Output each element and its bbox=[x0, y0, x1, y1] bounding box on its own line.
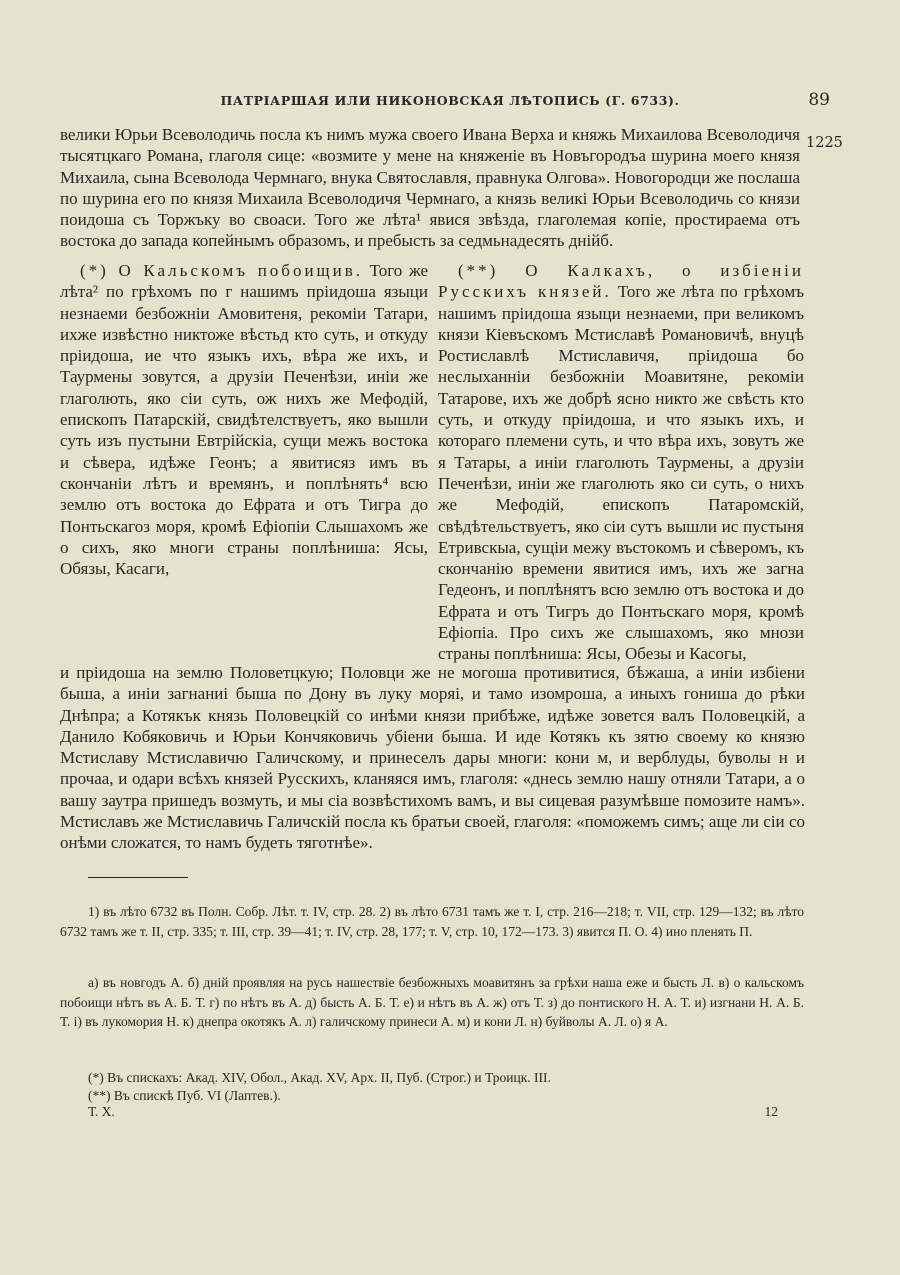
left-column-paragraph bbox=[60, 260, 428, 579]
intro-paragraph bbox=[60, 124, 800, 252]
footnotes-sources bbox=[60, 1068, 804, 1104]
right-column bbox=[438, 260, 804, 665]
left-column-text: Того же лѣта² по грѣхомъ по г нашимъ пріидоша языци незнаеми безбожніи Амовитеня, рекоміи Татари, ихже извѣстно никтоже вѣстьд кто суть, и откуду пріидоша, ие что языкъ ихъ, вѣра же ихъ, и Таурмены зовутся, а друзіи Печенѣзи, иніи же глаголють, яко сіи суть, ож нихъ же Мефодій, епископъ Патарскій, свидѣтелствуетъ, яко вышли суть изъ пустыни Евтрійскіа, сущи межъ востока и сѣвера, идѣже Геонъ; а явитисяз имъ въ скончаніи лѣтъ и времянъ, и поплѣнять⁴ всю землю отъ востока до Ефрата и отъ Тигра до Понтьскагоз моря, кромѣ Ефіопіи Слышахомъ же о сихъ, яко многи страны поплѣниша: Ясы, Обязы, Касаги, bbox=[60, 261, 429, 579]
running-header bbox=[60, 90, 840, 113]
footnotes-numbered bbox=[60, 902, 804, 941]
right-column-paragraph bbox=[438, 260, 804, 665]
source-note-2: (**) Въ спискѣ Пуб. VI (Лаптев.). bbox=[88, 1087, 281, 1103]
left-column bbox=[60, 260, 428, 579]
merged-paragraph bbox=[60, 662, 805, 854]
page-number: 89 bbox=[808, 90, 830, 110]
footnote-divider bbox=[88, 877, 188, 878]
merged-text: и пріидоша на землю Половетцкую; Половци же не могоша противитися, бѣжаша, а иніи избіени быша, а иніи загнаниі быша по Дону въ луку моряі, и тамо изомроша, а иныхъ гониша до рѣки Днѣпра; а Котякък князь Половецкій со инѣми князи прибѣже, идѣже зовется валъ Половецкій, а Данило Кобяковичь и Юрьи Кончяковичь убіени быша. И иде Котякъ къ зятю своему ко князю Мстиславу Мстиславичю Галичскому, и принеселъ дары многи: кони м, и верблуды, буволы н и прочаа, и одари всѣхъ князей Русскихъ, кланяяся имъ, глаголя: «днесь землю нашу отняли Татари, а о вашу заутра пришедъ возмуть, и мы сіа возвѣстихомъ вамъ, и вы сицевая разумѣвше помозите намъ». Мстиславъ же Мстиславичь Галичскій посла къ братьи своей, глаголя: «поможемъ симъ; аще ли сіи со онѣми сложатся, то намъ будеть тяготнѣе». bbox=[60, 663, 805, 853]
margin-year: 1225 bbox=[806, 135, 843, 151]
intro-text: велики Юрьи Всеволодичь посла къ нимъ мужа своего Ивана Верха и княжь Михаилова Всеволодичя тысятцкаго Романа, глаголя сице: «возмите у мене на княженіе въ Новъгородъа шурина моего князя Михаила, сына Всеволода Чермнаго, внука Святославля, правнука Олгова». Новогородци же послаша по шурина его по князя Михаила Всеволодичя Чермнаго, а князь великі Юрьи Всеволодичь со князи поидоша съ Торжъку во своаси. Того же лѣта¹ явися звѣзда, глаголемая копіе, простираема отъ востока до запада копейнымъ образомъ, и пребысть за седмьнадесять днійб. bbox=[60, 125, 800, 251]
running-title: ПАТРІАРШАЯ ИЛИ НИКОНОВСКАЯ ЛѢТОПИСЬ (Г. 6733). bbox=[220, 93, 680, 108]
footnotes-numbered-text: 1) въ лѣто 6732 въ Полн. Собр. Лѣт. т. IV, стр. 28. 2) въ лѣто 6731 тамъ же т. I, стр. 216—218; т. VII, стр. 129—132; въ лѣто 6732 тамъ же т. II, стр. 335; т. III, стр. 39—41; т. IV, стр. 28, 177; т. V, стр. 10, 172—173. 3) явится П. О. 4) ино пленять П. bbox=[60, 904, 804, 939]
volume-mark: Т. X. bbox=[88, 1104, 115, 1119]
left-column-heading: (*) О Кальскомъ побоищив. bbox=[80, 261, 364, 280]
right-column-text: Того же лѣта по грѣхомъ нашимъ пріидоша языци незнаеми, при великомъ князи Кіевъскомъ Мстиславѣ Романовичѣ, внуцѣ Ростиславлѣ Мстиславичя, пріидоша бо неслыханніи безбожніи Моавитяне, рекоміи Татарове, ихъ же добрѣ ясно никто же свѣсть кто суть, и откуду пріидоша, и что языкъ ихъ, и котораго племени суть, и что вѣра ихъ, зовутъ же я Татары, а иніи глаголють Таурмены, а друзіи Печенѣзи, иніи же глаголють яко си суть, о нихъ же Мефодій, епископъ Патаромскій, свѣдѣтельствуетъ, яко сіи сутъ вышли ис пустыня Етривскыа, сущіи межу въстокомъ и сѣверомъ, къ скончанію времени явитися имъ, ихъ же загна Гедеонъ, и поплѣнятъ всю землю отъ востока и до Ефрата и отъ Тигръ до Понтьскаго моря, кромѣ Ефіопіа. Про сихъ же слышахомъ, яко мнози страны поплѣниша: Ясы, Обезы и Касогы, bbox=[438, 282, 805, 664]
footnotes-lettered bbox=[60, 973, 804, 1032]
right-column-heading: (**) О Калкахъ, о избіеніи Русскихъ князей. bbox=[438, 261, 804, 302]
page-footer bbox=[88, 1104, 778, 1124]
signature-mark: 12 bbox=[764, 1104, 778, 1119]
footnotes-lettered-text: а) въ новгодъ А. б) дній проявляя на русь нашествіе безбожныхъ моавитянъ за грѣхи наша еже и бысть Л. в) о кальскомъ побоищи нѣтъ въ А. Б. Т. г) по нѣтъ въ А. д) бысть А. Б. Т. е) и нѣтъ въ А. ж) отъ Т. з) до понтиского Н. А. Т. и) изгнани Н. А. Б. Т. і) въ лукомория Н. к) днепра окотякъ А. л) галичскому принеси А. м) и кони Л. н) буйволы А. Л. о) я А. bbox=[60, 975, 804, 1029]
source-note-1: (*) Въ спискахъ: Акад. XIV, Обол., Акад. XV, Арх. II, Пуб. (Строг.) и Троицк. III. bbox=[88, 1070, 551, 1085]
